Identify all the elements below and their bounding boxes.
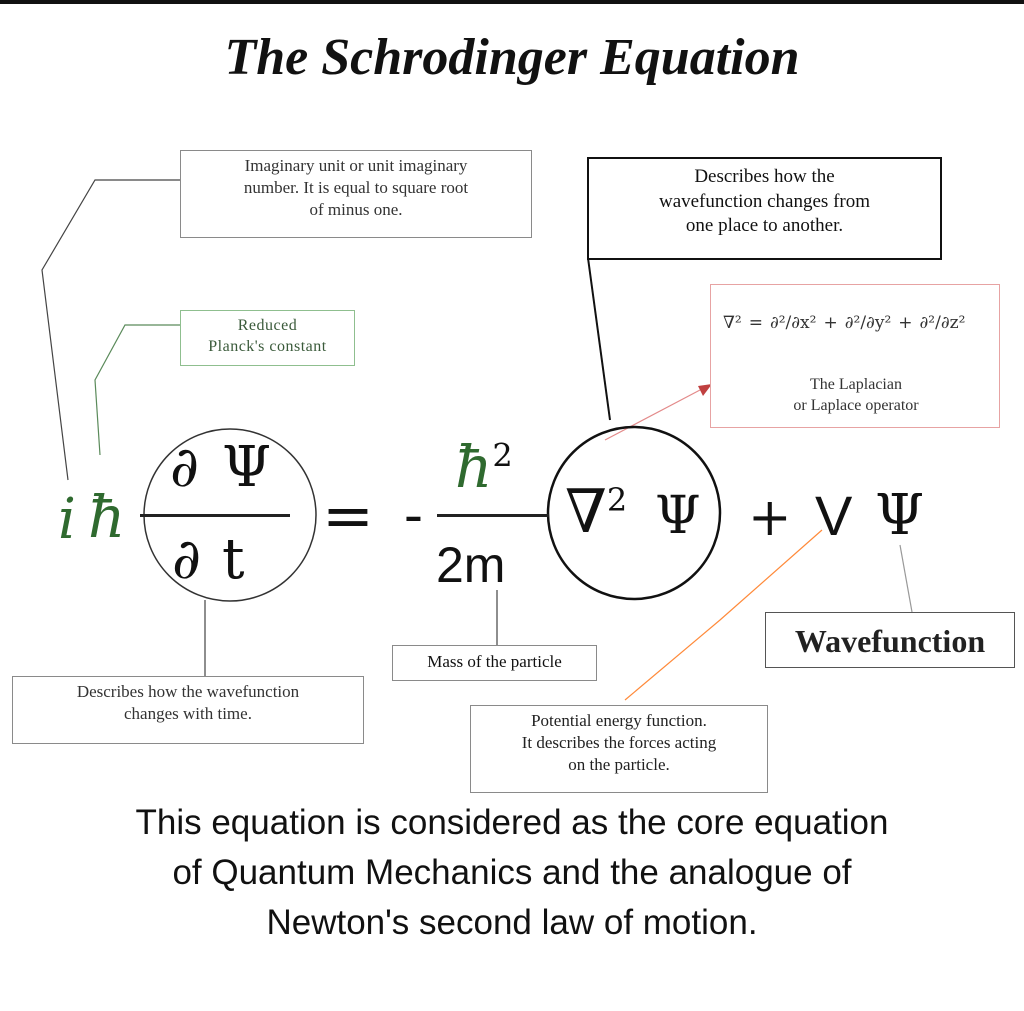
laplacian-description-box: Describes how the wavefunction changes from one place to another. [587, 157, 942, 260]
numerator-psi: Ψ [222, 435, 272, 500]
laplacian-psi: Ψ [655, 486, 701, 546]
connector-desc [588, 258, 610, 420]
connector-laplacian [605, 390, 700, 440]
imaginary-i: i [58, 487, 76, 552]
mass-box: Mass of the particle [392, 645, 597, 681]
potential-energy-box: Potential energy function. It describes the forces acting on the particle. [470, 705, 768, 793]
hbar-symbol: ħ [88, 483, 126, 551]
wavefunction-box: Wavefunction [765, 612, 1015, 668]
laplace-caption: The Laplacian or Laplace operator [793, 376, 919, 414]
plus-sign: + [748, 488, 792, 548]
time-fraction-bar [140, 514, 290, 517]
two-m: 2m [436, 537, 506, 593]
denominator-partial: ∂ [172, 527, 201, 592]
laplace-operator-box [710, 284, 1000, 428]
connector-wavefunction [900, 545, 912, 612]
mass-fraction-bar [437, 514, 549, 517]
page-title: The Schrodinger Equation [224, 29, 800, 86]
equals-sign: = [322, 479, 374, 552]
time-derivative-box: Describes how the wavefunction changes with time. [12, 676, 364, 744]
hbar-squared: $ħ^2$ [455, 433, 513, 501]
footer-caption: This equation is considered as the core equation of Quantum Mechanics and the analogue of Newton's second law of motion. [135, 803, 889, 942]
connector-planck [95, 325, 180, 455]
connector-imaginary [42, 180, 180, 480]
laplace-formula: ∇² = ∂²/∂x² + ∂²/∂y² + ∂²/∂z² [723, 313, 966, 333]
nabla-squared: ∇$^2$ [565, 477, 628, 547]
minus-sign: - [404, 483, 423, 548]
imaginary-unit-box: Imaginary unit or unit imaginary number. It is equal to square root of minus one. [180, 150, 532, 238]
planck-constant-box: Reduced Planck's constant [180, 310, 355, 366]
denominator-t: t [222, 527, 245, 592]
numerator-partial: ∂ [170, 435, 199, 500]
potential-psi: Ψ [875, 483, 925, 548]
potential-V: V [815, 484, 853, 547]
